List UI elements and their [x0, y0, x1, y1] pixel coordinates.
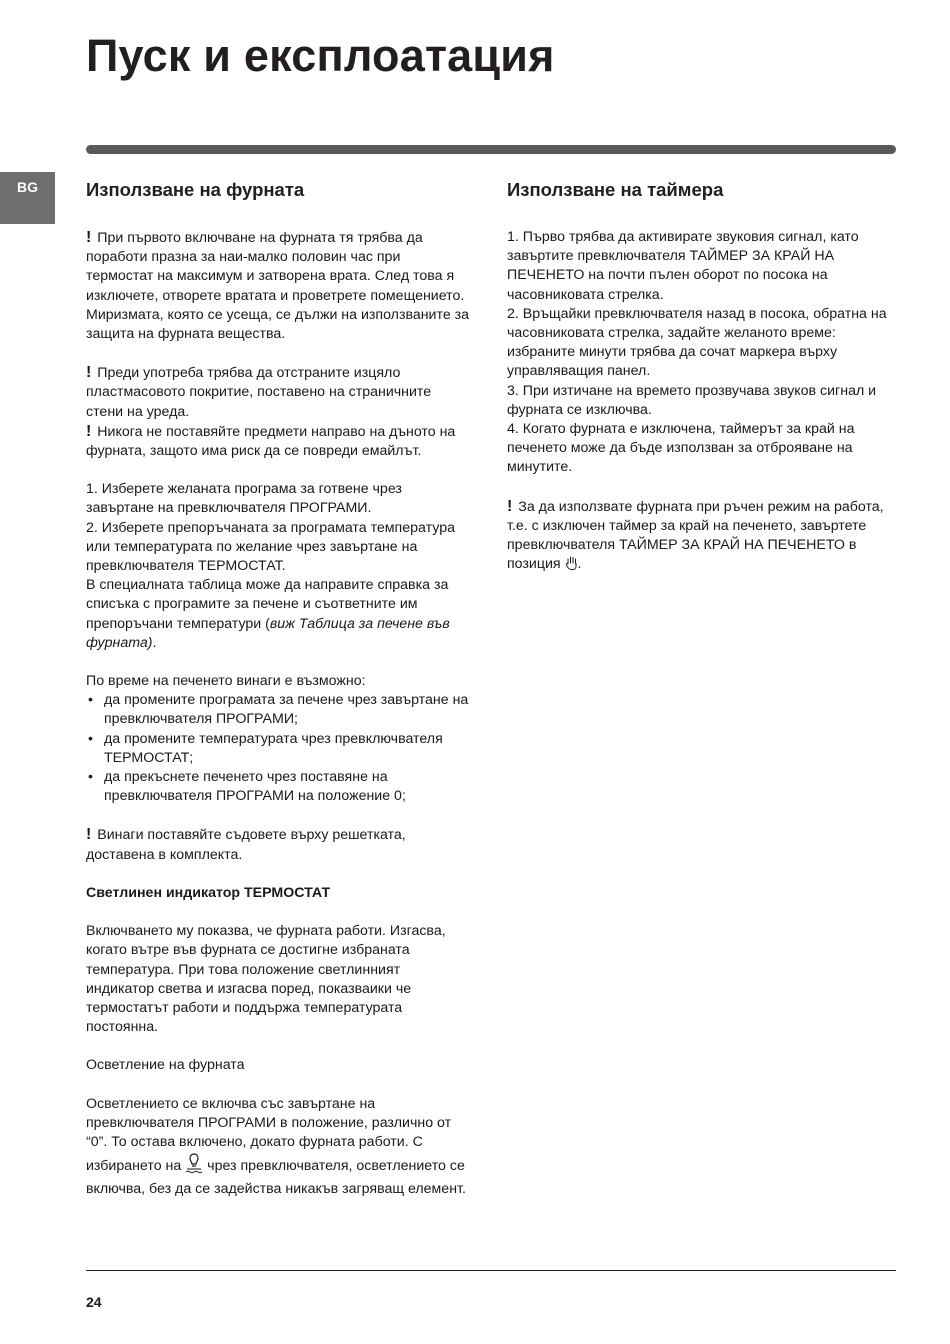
during-baking-list — [86, 691, 471, 806]
oven-usage-section — [86, 178, 471, 1219]
step-1: 1. Изберете желаната програма за готвене чрез завъртане на превключвателя ПРОГРАМИ. — [86, 481, 402, 517]
timer-step-4: 4. Когато фурната е изключена, таймерът за край на печенето може да бъде използван за отброяване на минутите. — [507, 421, 855, 476]
warning-mark: ! — [86, 364, 92, 382]
lamp-icon — [185, 1152, 203, 1180]
oven-light-text: Осветлението се включва със завъртане на превключвателя ПРОГРАМИ в положение, различно от “0”. То остава включено, докато фурната работи. С избирането на чрез превключвателя, осветлението се включва, без да се задейства никакъв загряващ елемент. — [86, 1095, 466, 1198]
page-number: 24 — [86, 1294, 102, 1310]
oven-light-heading: Осветление на фурната — [86, 1057, 245, 1074]
header-rule — [86, 145, 896, 154]
warning-mark: ! — [86, 826, 92, 844]
table-reference: В специалната таблица може да направите справка за списъка с програмите за печене и съответните им препоръчани температури ( — [86, 577, 449, 632]
thermostat-light-text: Включването му показва, че фурната работи. Изгасва, когато вътре във фурната се достигне избраната температура. При това положение светлинният индикатор светва и изгасва поред, показваики че термостатът работи и поддържа температурата постоянна. — [86, 923, 446, 1036]
plastic-cover-note: ! Преди употреба трябва да отстраните изцяло пластмасовото покритие, поставено на страничните стени на уреда. — [86, 364, 432, 420]
warning-mark: ! — [86, 422, 92, 440]
program-steps: 1. Изберете желаната програма за готвене чрез завъртане на превключвателя ПРОГРАМИ. 2. Изберете препоръчаната за програмата температура или температурата по желание чрез завъртане на превключвателя ТЕРМОСТАТ. В специалната таблица може да направите справка за списъка с програмите за печене и съответните им препоръчани температури (виж Таблица за печене във фурната). — [86, 481, 455, 651]
table-reference-italic: виж Таблица за печене във фурната) — [86, 615, 450, 651]
hand-icon — [565, 555, 578, 577]
list-item: • да промените програмата за печене чрез завъртане на превключвателя ПРОГРАМИ; — [86, 691, 471, 729]
timer-step-1: 1. Първо трябва да активирате звуковия сигнал, като завъртите превключвателя ТАЙМЕР ЗА КРАЙ НА ПЕЧЕНЕТО на почти пълен оборот по посока на часовниковата стрелка. — [507, 229, 859, 303]
first-use-note: ! При първото включване на фурната тя трябва да поработи празна за наи-малко половин час при термостат на максимум и затворена врата. След това я изключете, отворете вратата и проветрете помещението. Миризмата, която се усеща, се дължи на използваните за защита на фурната вещества. — [86, 229, 470, 343]
timer-usage-heading: Използване на таймера — [507, 179, 724, 200]
timer-step-3: 3. При изтичане на времето прозвучава звуков сигнал и фурната се изключва. — [507, 382, 877, 418]
manual-mode-note: ! За да използвате фурната при ръчен режим на работа, т.е. с изключен таймер за край на печенето, завъртете превключвателя ТАЙМЕР ЗА КРАЙ НА ПЕЧЕНЕТО в позиция . — [507, 497, 892, 578]
thermostat-light-heading: Светлинен индикатор ТЕРМОСТАТ — [86, 884, 331, 901]
list-item: • да прекъснете печенето чрез поставяне на превключвателя ПРОГРАМИ на положение 0; — [86, 768, 471, 806]
footer-rule — [86, 1270, 896, 1271]
timer-step-2: 2. Връщайки превключвателя назад в посока, обратна на часовниковата стрелка, задайте желаното време: избраните минути трябва да сочат маркера върху управляващия панел. — [507, 305, 887, 380]
page-title: Пуск и експлоатация — [86, 30, 555, 81]
oven-usage-heading: Използване на фурната — [86, 179, 305, 200]
timer-steps — [507, 228, 892, 478]
step-2: 2. Изберете препоръчаната за програмата температура или температурата по желание чрез завъртане на превключвателя ТЕРМОСТАТ. — [86, 519, 455, 575]
warning-mark: ! — [86, 229, 92, 246]
grid-note: ! Винаги поставяйте съдовете върху решетката, доставена в комплекта. — [86, 826, 406, 863]
language-tab: BG — [0, 172, 55, 224]
timer-usage-section — [507, 178, 892, 596]
during-baking-intro: По време на печенето винаги е възможно: — [86, 673, 366, 690]
list-item: • да промените температурата чрез превключвателя ТЕРМОСТАТ; — [86, 730, 471, 768]
enamel-note: ! Никога не поставяйте предмети направо на дъното на фурната, защото има риск да се повреди емайлът. — [86, 422, 456, 460]
warning-mark: ! — [507, 497, 513, 515]
